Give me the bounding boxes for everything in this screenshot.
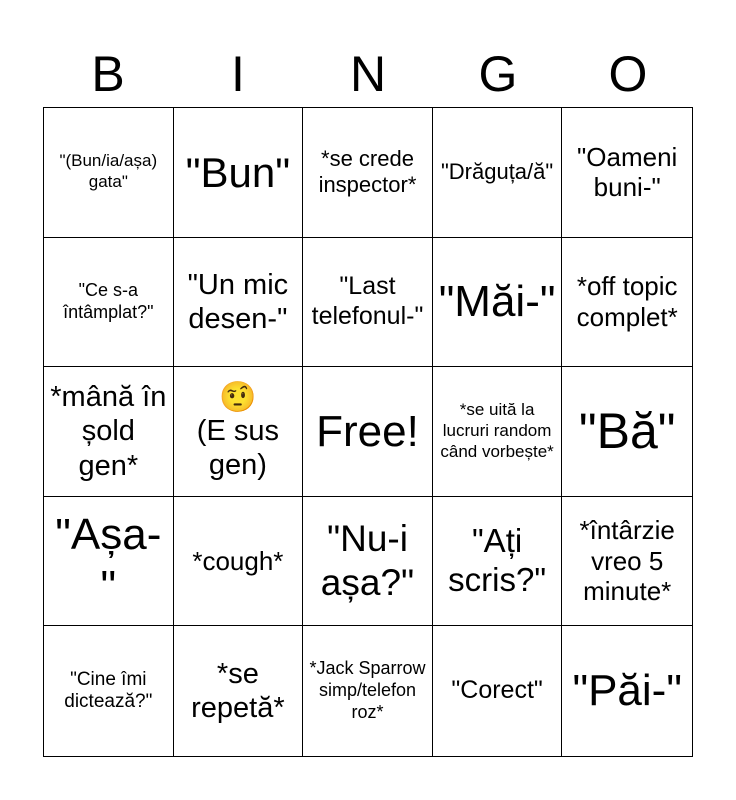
cell-content — [307, 517, 428, 604]
bingo-cell[interactable] — [433, 626, 563, 756]
header-letter-i: I — [231, 46, 245, 102]
cell-text: "Bun" — [185, 148, 291, 196]
header-letter-o: O — [608, 46, 648, 102]
cell-content — [437, 522, 558, 600]
cell-content — [192, 546, 283, 577]
bingo-cell[interactable] — [303, 108, 433, 238]
cell-text: (E sus gen) — [196, 414, 279, 481]
cell-text: *mână în șold gen* — [50, 381, 167, 482]
cell-content — [307, 272, 428, 331]
cell-text: "Bă" — [578, 402, 676, 459]
cell-text: "Ce s-a întâmplat?" — [63, 280, 154, 322]
bingo-header — [43, 40, 693, 108]
bingo-cell[interactable] — [433, 497, 563, 627]
bingo-cell[interactable] — [562, 367, 692, 497]
bingo-cell[interactable] — [303, 238, 433, 368]
cell-text: "Ați scris?" — [448, 522, 547, 599]
cell-text: "Corect" — [451, 676, 543, 705]
bingo-cell[interactable] — [44, 497, 174, 627]
cell-content — [48, 280, 169, 324]
bingo-cell[interactable] — [174, 626, 304, 756]
cell-content — [579, 402, 676, 461]
bingo-cell[interactable] — [562, 238, 692, 368]
bingo-cell[interactable] — [44, 626, 174, 756]
cell-text: *se repetă* — [191, 657, 285, 725]
cell-content — [307, 658, 428, 724]
cell-content — [451, 676, 542, 706]
bingo-cell[interactable] — [562, 626, 692, 756]
bingo-cell[interactable] — [174, 497, 304, 627]
cell-content — [178, 657, 299, 725]
cell-content — [441, 159, 553, 185]
cell-text: "Păi-" — [572, 666, 682, 716]
raised-eyebrow-emoji-icon: 🤨 — [219, 380, 257, 414]
bingo-cell[interactable] — [562, 497, 692, 627]
bingo-cell[interactable] — [433, 238, 563, 368]
bingo-cell[interactable] — [303, 626, 433, 756]
cell-text: *Jack Sparrow simp/telefon roz* — [309, 658, 426, 723]
cell-content — [48, 380, 169, 483]
cell-text: "Un mic desen-" — [187, 268, 289, 335]
cell-text: Free! — [316, 406, 419, 456]
cell-text: "(Bun/ia/așa) gata" — [59, 151, 158, 192]
cell-text: "Last telefonul-" — [311, 272, 424, 330]
cell-content — [178, 268, 299, 336]
cell-text: "Cine îmi dictează?" — [64, 668, 153, 713]
bingo-cell[interactable] — [174, 108, 304, 238]
cell-content — [566, 142, 688, 203]
cell-content — [572, 665, 681, 717]
bingo-cell[interactable] — [174, 367, 304, 497]
cell-text: "Drăguța/ă" — [440, 159, 554, 185]
cell-content — [566, 271, 688, 332]
bingo-cell[interactable] — [174, 238, 304, 368]
cell-content — [316, 406, 419, 458]
cell-content — [48, 669, 169, 714]
cell-text: "Nu-i așa?" — [320, 518, 415, 604]
cell-text: *întârzie vreo 5 minute* — [579, 515, 675, 607]
bingo-cell[interactable] — [303, 367, 433, 497]
bingo-cell[interactable] — [562, 108, 692, 238]
bingo-cell[interactable] — [303, 497, 433, 627]
cell-text: *se crede inspector* — [318, 146, 417, 198]
cell-content — [48, 151, 169, 193]
bingo-cell[interactable] — [433, 367, 563, 497]
bingo-cell[interactable] — [44, 238, 174, 368]
bingo-cell[interactable] — [44, 108, 174, 238]
cell-content — [186, 148, 291, 198]
bingo-cell[interactable] — [44, 367, 174, 497]
header-letter-g: G — [478, 46, 518, 102]
cell-text: *se uită la lucruri random când vorbește* — [440, 400, 554, 461]
bingo-board — [43, 107, 693, 757]
cell-text: "Așa-" — [55, 510, 162, 612]
cell-content — [437, 400, 558, 463]
cell-content — [566, 515, 688, 607]
cell-content — [307, 146, 428, 198]
header-letter-n: N — [349, 46, 387, 102]
cell-text: "Oameni buni-" — [577, 141, 678, 203]
cell-content — [439, 276, 556, 328]
cell-content — [48, 509, 169, 613]
cell-text: "Măi-" — [438, 276, 556, 326]
cell-content — [178, 381, 299, 482]
header-letter-b: B — [91, 46, 125, 102]
bingo-cell[interactable] — [433, 108, 563, 238]
cell-text: *off topic complet* — [576, 271, 678, 332]
cell-text: *cough* — [192, 545, 284, 576]
